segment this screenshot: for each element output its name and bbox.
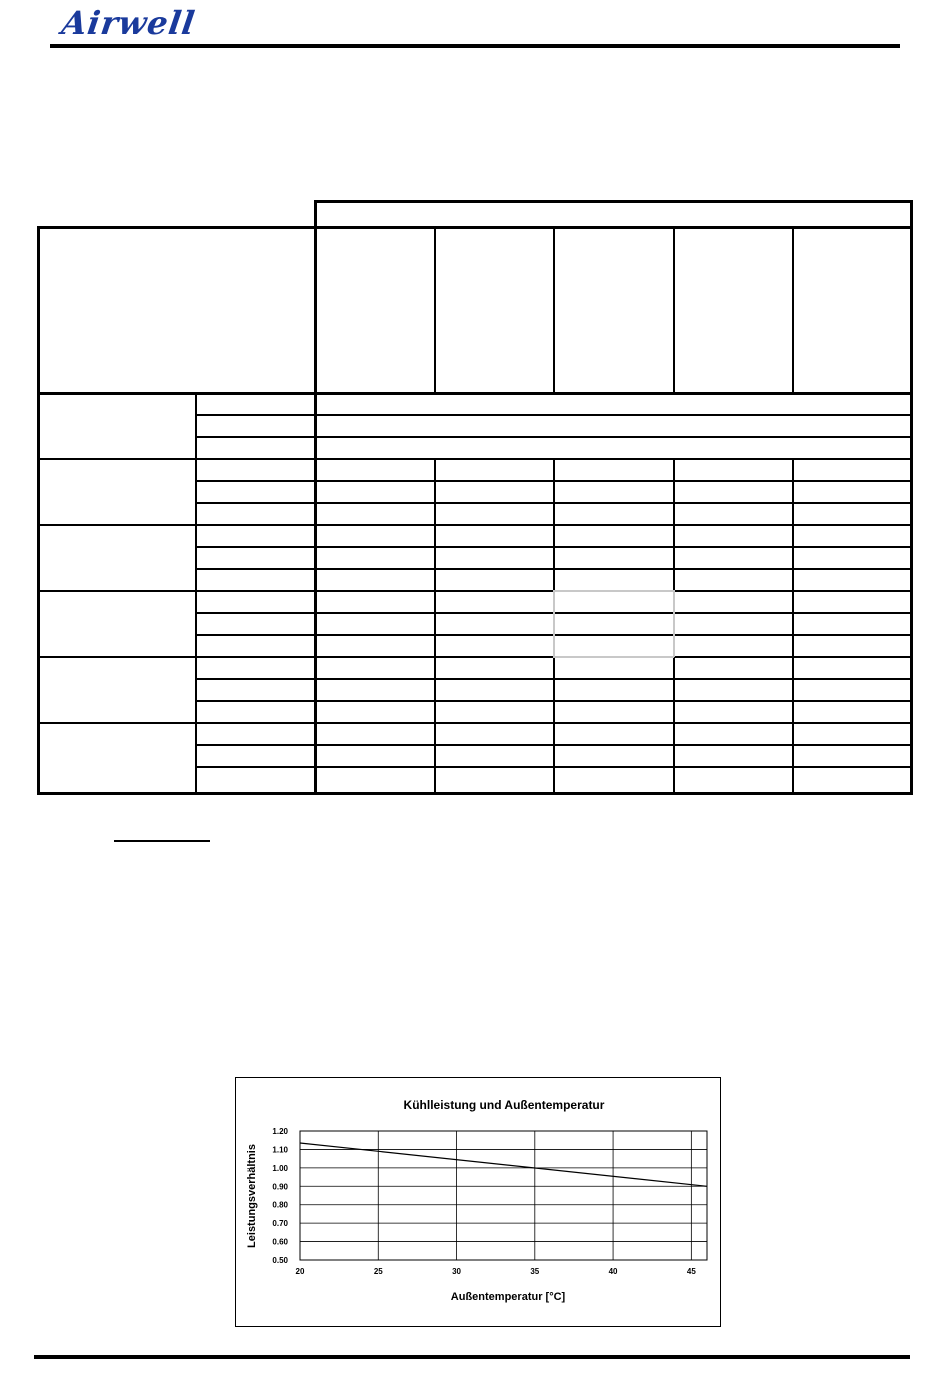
table-subcolumn-divider <box>195 392 197 792</box>
table-bracket-right <box>910 200 913 226</box>
footer-rule <box>34 1355 910 1359</box>
header-column-divider-1 <box>434 226 436 392</box>
table-row-line-9 <box>37 590 912 592</box>
plot-area <box>300 1131 707 1260</box>
y-tick-label-3: 0.80 <box>272 1200 288 1210</box>
x-tick-label-5: 45 <box>686 1267 696 1276</box>
x-tick-label-1: 25 <box>373 1267 383 1276</box>
y-tick-label-1: 0.60 <box>272 1237 288 1247</box>
x-tick-label-0: 20 <box>295 1267 305 1276</box>
table-top-bracket <box>314 200 912 203</box>
table-label-divider <box>314 226 317 795</box>
table-left-border <box>37 226 40 795</box>
table-row-line-3 <box>37 458 912 460</box>
x-tick-label-3: 35 <box>530 1267 540 1276</box>
table-row-line-2 <box>195 436 912 438</box>
chart-title: Kühlleistung und Außentemperatur <box>403 1098 605 1112</box>
y-tick-label-5: 1.00 <box>272 1163 288 1173</box>
table-header-bottom <box>37 392 912 395</box>
table-row-line-15 <box>37 722 912 724</box>
y-tick-label-6: 1.10 <box>272 1145 288 1155</box>
cooling-capacity-chart <box>236 1078 719 1325</box>
x-tick-label-2: 30 <box>452 1267 461 1276</box>
data-column-divider-1 <box>434 458 436 792</box>
table-row-line-1 <box>195 414 912 416</box>
highlight-box-left <box>553 590 555 656</box>
y-tick-label-4: 0.90 <box>272 1182 288 1192</box>
y-tick-label-2: 0.70 <box>272 1219 288 1229</box>
x-tick-label-4: 40 <box>608 1267 618 1276</box>
y-tick-label-7: 1.20 <box>272 1127 288 1136</box>
table-bracket-left <box>314 200 317 226</box>
table-bottom-border <box>37 792 913 795</box>
chart-y-axis-label: Leistungsverhältnis <box>246 1144 258 1248</box>
data-column-divider-4 <box>792 458 794 792</box>
header-column-divider-4 <box>792 226 794 392</box>
highlight-box-bottom <box>553 656 674 658</box>
note-underline <box>114 840 210 842</box>
chart-frame <box>235 1077 721 1327</box>
y-tick-label-0: 0.50 <box>272 1256 288 1265</box>
header-rule <box>50 44 900 48</box>
table-top-border <box>37 226 913 229</box>
table-row-line-6 <box>37 524 912 526</box>
chart-x-axis-label: Außentemperatur [°C] <box>450 1291 566 1303</box>
table-right-border <box>910 226 913 795</box>
airwell-logo: Airwell <box>59 4 198 42</box>
header-column-divider-2 <box>553 226 555 392</box>
highlight-box-right <box>673 590 675 657</box>
header-column-divider-3 <box>673 226 675 392</box>
table-row-line-12 <box>37 656 912 658</box>
highlight-box-top <box>553 590 674 592</box>
